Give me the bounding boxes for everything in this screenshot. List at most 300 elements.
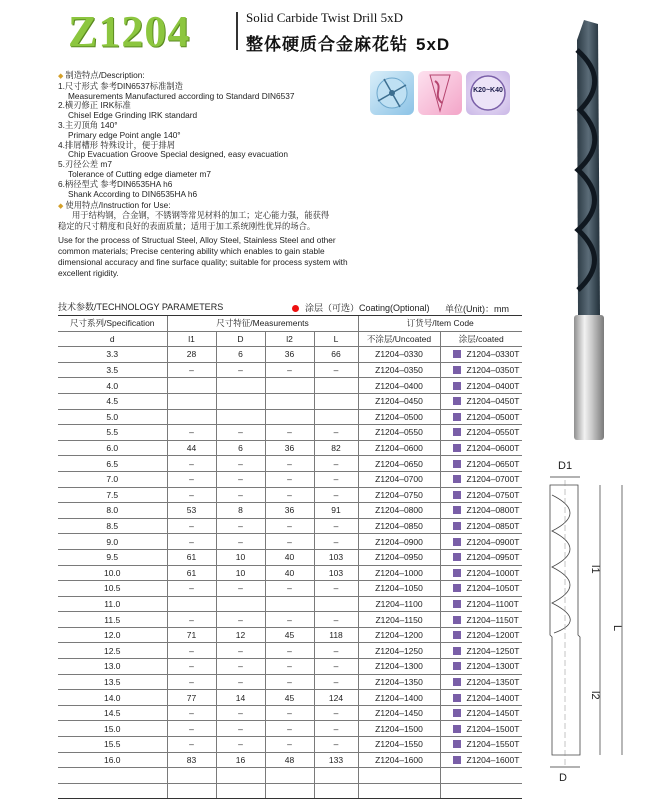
feature-en: Primary edge Point angle 140° bbox=[68, 129, 181, 140]
cell-uncoated: Z1204–1200 bbox=[358, 627, 440, 643]
table-row bbox=[58, 705, 522, 721]
cell-l2: – bbox=[265, 456, 314, 472]
coated-code: Z1204–1500T bbox=[466, 723, 520, 734]
cell-L: 91 bbox=[314, 503, 358, 519]
cell-uncoated: Z1204–0550 bbox=[358, 425, 440, 441]
table-row bbox=[58, 612, 522, 628]
cell-l1: 53 bbox=[167, 503, 216, 519]
feature-en: Chip Evacuation Groove Special designed, easy evacuation bbox=[68, 149, 289, 160]
coated-code: Z1204–1100T bbox=[466, 598, 519, 609]
cell-l2: – bbox=[265, 425, 314, 441]
cell-L: 118 bbox=[314, 627, 358, 643]
cell-l1 bbox=[167, 393, 216, 409]
table-row bbox=[58, 627, 522, 643]
cell-d: 8.5 bbox=[58, 518, 167, 534]
coating-dot-icon bbox=[292, 305, 299, 312]
coated-code: Z1204–0950T bbox=[466, 552, 520, 563]
cell-d: 13.0 bbox=[58, 659, 167, 675]
cell-coated bbox=[440, 518, 522, 534]
title-suffix: 5xD bbox=[416, 35, 451, 54]
flute-icon bbox=[418, 71, 462, 115]
cell-empty bbox=[314, 783, 358, 799]
cell-l2: – bbox=[265, 471, 314, 487]
cell-d: 4.5 bbox=[58, 393, 167, 409]
cell-empty bbox=[358, 783, 440, 799]
cell-l1: 83 bbox=[167, 752, 216, 768]
cell-d: 11.0 bbox=[58, 596, 167, 612]
col-coated: 涂层/coated bbox=[440, 331, 522, 347]
cell-l1: 77 bbox=[167, 690, 216, 706]
usage-cn-line: 用于结构钢，合金钢，不锈钢等常见材料的加工；定心能力强，能获得 bbox=[72, 210, 330, 220]
cell-d: 4.0 bbox=[58, 378, 167, 394]
cell-L: – bbox=[314, 674, 358, 690]
cell-D: – bbox=[216, 518, 265, 534]
cell-D: 12 bbox=[216, 627, 265, 643]
coated-swatch-icon bbox=[453, 413, 461, 421]
features-heading-text: 制造特点/Description: bbox=[65, 70, 145, 80]
cell-uncoated: Z1204–0400 bbox=[358, 378, 440, 394]
coated-swatch-icon bbox=[453, 444, 461, 452]
bullet-icon: ◆ bbox=[58, 203, 64, 211]
cell-empty bbox=[265, 783, 314, 799]
cell-uncoated: Z1204–0600 bbox=[358, 440, 440, 456]
cell-l2: – bbox=[265, 721, 314, 737]
cell-coated bbox=[440, 721, 522, 737]
cell-L: – bbox=[314, 721, 358, 737]
cell-l2: – bbox=[265, 612, 314, 628]
feature-cn: 1.尺寸形式 参考DIN6537标准制造 bbox=[58, 80, 183, 91]
cell-L bbox=[314, 378, 358, 394]
coated-code: Z1204–0350T bbox=[466, 365, 520, 376]
cell-coated bbox=[440, 425, 522, 441]
cell-coated bbox=[440, 393, 522, 409]
cell-coated bbox=[440, 612, 522, 628]
cell-L: 66 bbox=[314, 347, 358, 363]
cell-uncoated: Z1204–0800 bbox=[358, 503, 440, 519]
coated-code: Z1204–1000T bbox=[466, 567, 520, 578]
cell-D: – bbox=[216, 425, 265, 441]
col-D: D bbox=[216, 331, 265, 347]
coated-code: Z1204–1150T bbox=[466, 614, 519, 625]
cell-coated bbox=[440, 690, 522, 706]
coating-legend-text: 涂层（可选）Coating(Optional) bbox=[305, 303, 430, 313]
cell-l1: – bbox=[167, 737, 216, 753]
cell-l1: – bbox=[167, 674, 216, 690]
coated-swatch-icon bbox=[453, 366, 461, 374]
cell-l2: – bbox=[265, 487, 314, 503]
unit-label: 单位(Unit)：mm bbox=[445, 304, 509, 314]
cell-coated bbox=[440, 503, 522, 519]
cell-empty bbox=[216, 783, 265, 799]
label-L: L bbox=[611, 625, 623, 632]
cell-d: 12.5 bbox=[58, 643, 167, 659]
cell-l1: – bbox=[167, 659, 216, 675]
cell-L: – bbox=[314, 471, 358, 487]
table-row bbox=[58, 721, 522, 737]
cell-uncoated: Z1204–1150 bbox=[358, 612, 440, 628]
cell-uncoated: Z1204–0750 bbox=[358, 487, 440, 503]
coated-code: Z1204–0550T bbox=[466, 427, 520, 438]
grade-label: K20~K40 bbox=[473, 87, 503, 94]
cell-l2 bbox=[265, 596, 314, 612]
cell-coated bbox=[440, 409, 522, 425]
table-row bbox=[58, 565, 522, 581]
cell-uncoated: Z1204–0350 bbox=[358, 362, 440, 378]
table-row bbox=[58, 425, 522, 441]
bullet-icon: ◆ bbox=[58, 73, 64, 80]
table-row bbox=[58, 659, 522, 675]
cell-l2: – bbox=[265, 705, 314, 721]
header-specification: 尺寸系列/Specification bbox=[58, 316, 167, 332]
cell-l2: 40 bbox=[265, 549, 314, 565]
feature-item bbox=[58, 101, 358, 121]
coated-swatch-icon bbox=[453, 506, 461, 514]
coated-swatch-icon bbox=[453, 756, 461, 764]
table-row bbox=[58, 440, 522, 456]
tech-heading: 技术参数/TECHNOLOGY PARAMETERS bbox=[58, 302, 224, 312]
cell-uncoated: Z1204–1400 bbox=[358, 690, 440, 706]
cell-l1: – bbox=[167, 612, 216, 628]
cell-d: 9.0 bbox=[58, 534, 167, 550]
product-title-en: Solid Carbide Twist Drill 5xD bbox=[246, 10, 404, 25]
cell-coated bbox=[440, 456, 522, 472]
table-row bbox=[58, 393, 522, 409]
cell-coated bbox=[440, 362, 522, 378]
cell-uncoated: Z1204–1000 bbox=[358, 565, 440, 581]
cell-coated bbox=[440, 534, 522, 550]
coated-code: Z1204–1450T bbox=[466, 708, 520, 719]
cell-d: 7.0 bbox=[58, 471, 167, 487]
cell-d: 12.0 bbox=[58, 627, 167, 643]
coated-code: Z1204–0900T bbox=[466, 536, 520, 547]
cell-D: – bbox=[216, 612, 265, 628]
table-row bbox=[58, 534, 522, 550]
label-l1: l1 bbox=[589, 565, 601, 574]
cell-L: – bbox=[314, 737, 358, 753]
cell-l2: 36 bbox=[265, 347, 314, 363]
coated-swatch-icon bbox=[453, 569, 461, 577]
cell-L: – bbox=[314, 581, 358, 597]
cell-D: 16 bbox=[216, 752, 265, 768]
coated-swatch-icon bbox=[453, 491, 461, 499]
cell-uncoated: Z1204–0900 bbox=[358, 534, 440, 550]
cell-coated bbox=[440, 737, 522, 753]
coated-swatch-icon bbox=[453, 662, 461, 670]
coated-code: Z1204–0330T bbox=[466, 349, 520, 360]
cell-L: – bbox=[314, 659, 358, 675]
cell-l2: 45 bbox=[265, 690, 314, 706]
col-d: d bbox=[58, 331, 167, 347]
cell-coated bbox=[440, 705, 522, 721]
product-title-cn bbox=[246, 30, 450, 55]
coated-swatch-icon bbox=[453, 522, 461, 530]
cell-l2: 48 bbox=[265, 752, 314, 768]
cell-L: – bbox=[314, 518, 358, 534]
cell-l1: 71 bbox=[167, 627, 216, 643]
cell-d: 14.5 bbox=[58, 705, 167, 721]
feature-cn: 4.排屑槽形 特殊设计，便于排屑 bbox=[58, 139, 176, 150]
coated-swatch-icon bbox=[453, 631, 461, 639]
coated-code: Z1204–1200T bbox=[466, 630, 520, 641]
title-divider bbox=[236, 12, 238, 50]
cell-l2 bbox=[265, 409, 314, 425]
cell-D bbox=[216, 393, 265, 409]
cell-D: 14 bbox=[216, 690, 265, 706]
cell-d: 16.0 bbox=[58, 752, 167, 768]
cell-uncoated: Z1204–0500 bbox=[358, 409, 440, 425]
col-L: L bbox=[314, 331, 358, 347]
feature-en: Chisel Edge Grinding IRK standard bbox=[68, 110, 198, 121]
cell-l2: 40 bbox=[265, 565, 314, 581]
cell-coated bbox=[440, 347, 522, 363]
cell-D: 10 bbox=[216, 565, 265, 581]
cell-uncoated: Z1204–0950 bbox=[358, 549, 440, 565]
title-cn-text: 整体硬质合金麻花钻 bbox=[246, 35, 408, 54]
table-row bbox=[58, 409, 522, 425]
cell-L: – bbox=[314, 705, 358, 721]
cell-uncoated: Z1204–1050 bbox=[358, 581, 440, 597]
cell-L: 103 bbox=[314, 565, 358, 581]
coated-code: Z1204–0750T bbox=[466, 489, 520, 500]
coated-swatch-icon bbox=[453, 694, 461, 702]
coated-code: Z1204–0450T bbox=[466, 396, 520, 407]
drill-flute-lines bbox=[552, 495, 570, 633]
cell-D: – bbox=[216, 471, 265, 487]
spec-table bbox=[58, 315, 522, 799]
cell-L: 103 bbox=[314, 549, 358, 565]
feature-en: Tolerance of Cutting edge diameter m7 bbox=[68, 168, 211, 179]
table-row bbox=[58, 752, 522, 768]
point-angle-icon bbox=[370, 71, 414, 115]
cell-d: 5.5 bbox=[58, 425, 167, 441]
coated-code: Z1204–0700T bbox=[466, 474, 520, 485]
cell-uncoated: Z1204–1550 bbox=[358, 737, 440, 753]
feature-item bbox=[58, 180, 358, 200]
cell-D: – bbox=[216, 487, 265, 503]
coated-swatch-icon bbox=[453, 397, 461, 405]
cell-l1: 61 bbox=[167, 565, 216, 581]
cell-coated bbox=[440, 752, 522, 768]
cell-L: – bbox=[314, 425, 358, 441]
cell-l1: – bbox=[167, 456, 216, 472]
usage-heading-text: 使用特点/Instruction for Use: bbox=[65, 200, 171, 211]
table-row bbox=[58, 456, 522, 472]
cell-d: 13.5 bbox=[58, 674, 167, 690]
coated-swatch-icon bbox=[453, 678, 461, 686]
coated-code: Z1204–1250T bbox=[466, 645, 520, 656]
table-row bbox=[58, 549, 522, 565]
cell-D bbox=[216, 596, 265, 612]
coated-swatch-icon bbox=[453, 350, 461, 358]
cell-l1 bbox=[167, 596, 216, 612]
cell-l1: – bbox=[167, 643, 216, 659]
drill-photo bbox=[560, 10, 620, 440]
feature-en: Measurements Manufactured according to Standard DIN6537 bbox=[68, 90, 295, 101]
cell-l1: – bbox=[167, 362, 216, 378]
spec-table-body bbox=[58, 347, 522, 799]
cell-d: 10.5 bbox=[58, 581, 167, 597]
cell-empty bbox=[440, 783, 522, 799]
feature-item bbox=[58, 160, 358, 180]
cell-L: – bbox=[314, 643, 358, 659]
grade-icon bbox=[466, 71, 510, 115]
cell-l2: – bbox=[265, 643, 314, 659]
cell-L bbox=[314, 393, 358, 409]
cell-D bbox=[216, 378, 265, 394]
col-uncoated: 不涂层/Uncoated bbox=[358, 331, 440, 347]
table-row bbox=[58, 581, 522, 597]
coated-swatch-icon bbox=[453, 428, 461, 436]
header-item-code: 订货号/Item Code bbox=[358, 316, 522, 332]
coated-code: Z1204–1300T bbox=[466, 661, 520, 672]
table-group-header bbox=[58, 316, 522, 332]
cell-l1: – bbox=[167, 534, 216, 550]
table-row bbox=[58, 378, 522, 394]
cell-L: 133 bbox=[314, 752, 358, 768]
cell-coated bbox=[440, 643, 522, 659]
usage-cn-line: 稳定的尺寸精度和良好的表面质量；适用于加工系统刚性优异的场合。 bbox=[58, 221, 316, 231]
cell-d: 5.0 bbox=[58, 409, 167, 425]
cell-D: 6 bbox=[216, 440, 265, 456]
cell-D bbox=[216, 409, 265, 425]
cell-D: – bbox=[216, 721, 265, 737]
table-row bbox=[58, 643, 522, 659]
coated-code: Z1204–1350T bbox=[466, 676, 520, 687]
header-measurements: 尺寸特征/Measurements bbox=[167, 316, 358, 332]
cell-l2: 36 bbox=[265, 503, 314, 519]
coated-swatch-icon bbox=[453, 709, 461, 717]
cell-empty bbox=[358, 768, 440, 784]
cell-empty bbox=[265, 768, 314, 784]
cell-D: – bbox=[216, 705, 265, 721]
cell-l2: – bbox=[265, 581, 314, 597]
table-row-empty bbox=[58, 783, 522, 799]
table-row bbox=[58, 674, 522, 690]
cell-d: 3.5 bbox=[58, 362, 167, 378]
table-row bbox=[58, 503, 522, 519]
cell-l1: – bbox=[167, 721, 216, 737]
cell-coated bbox=[440, 596, 522, 612]
cell-D: 8 bbox=[216, 503, 265, 519]
cell-uncoated: Z1204–1450 bbox=[358, 705, 440, 721]
cell-empty bbox=[314, 768, 358, 784]
table-row bbox=[58, 518, 522, 534]
cell-coated bbox=[440, 627, 522, 643]
cell-empty bbox=[216, 768, 265, 784]
cell-uncoated: Z1204–1600 bbox=[358, 752, 440, 768]
cell-d: 10.0 bbox=[58, 565, 167, 581]
cell-D: 10 bbox=[216, 549, 265, 565]
coated-code: Z1204–0600T bbox=[466, 443, 520, 454]
cell-uncoated: Z1204–1250 bbox=[358, 643, 440, 659]
cell-l2: 45 bbox=[265, 627, 314, 643]
cell-l2: – bbox=[265, 674, 314, 690]
table-row bbox=[58, 362, 522, 378]
cell-l1: – bbox=[167, 487, 216, 503]
dimension-drawing bbox=[530, 455, 650, 785]
cell-l2: – bbox=[265, 659, 314, 675]
cell-l1 bbox=[167, 409, 216, 425]
cell-D: – bbox=[216, 534, 265, 550]
coated-code: Z1204–1600T bbox=[466, 754, 520, 765]
cell-uncoated: Z1204–0850 bbox=[358, 518, 440, 534]
label-D1: D1 bbox=[558, 460, 573, 472]
cell-d: 15.0 bbox=[58, 721, 167, 737]
table-row bbox=[58, 347, 522, 363]
cell-uncoated: Z1204–0700 bbox=[358, 471, 440, 487]
coated-swatch-icon bbox=[453, 460, 461, 468]
cell-l2 bbox=[265, 378, 314, 394]
coated-code: Z1204–0500T bbox=[466, 411, 520, 422]
table-row bbox=[58, 737, 522, 753]
cell-uncoated: Z1204–1500 bbox=[358, 721, 440, 737]
usage-cn bbox=[58, 210, 358, 232]
cell-d: 14.0 bbox=[58, 690, 167, 706]
coated-swatch-icon bbox=[453, 740, 461, 748]
cell-D: – bbox=[216, 737, 265, 753]
cell-empty bbox=[167, 783, 216, 799]
coated-swatch-icon bbox=[453, 538, 461, 546]
feature-cn: 5.刃径公差 m7 bbox=[58, 159, 112, 170]
cell-l1: – bbox=[167, 705, 216, 721]
product-code: Z1204 bbox=[68, 7, 191, 56]
col-l1: l1 bbox=[167, 331, 216, 347]
cell-coated bbox=[440, 581, 522, 597]
cell-coated bbox=[440, 674, 522, 690]
cell-l1: – bbox=[167, 518, 216, 534]
cell-uncoated: Z1204–0450 bbox=[358, 393, 440, 409]
cell-d: 11.5 bbox=[58, 612, 167, 628]
cell-l1: – bbox=[167, 581, 216, 597]
coated-swatch-icon bbox=[453, 616, 461, 624]
cell-coated bbox=[440, 378, 522, 394]
coated-code: Z1204–0650T bbox=[466, 458, 520, 469]
cell-l2: – bbox=[265, 534, 314, 550]
cell-d: 6.5 bbox=[58, 456, 167, 472]
cell-empty bbox=[58, 768, 167, 784]
cell-l2: – bbox=[265, 737, 314, 753]
coated-code: Z1204–1550T bbox=[466, 739, 520, 750]
coated-swatch-icon bbox=[453, 382, 461, 390]
feature-cn: 6.柄径型式 参考DIN6535HA h6 bbox=[58, 178, 173, 189]
feature-icons bbox=[370, 71, 510, 123]
cell-l1 bbox=[167, 378, 216, 394]
cell-D: – bbox=[216, 674, 265, 690]
feature-item bbox=[58, 121, 358, 141]
label-D: D bbox=[559, 772, 567, 784]
cell-d: 3.3 bbox=[58, 347, 167, 363]
table-column-header bbox=[58, 331, 522, 347]
coated-code: Z1204–1050T bbox=[466, 583, 520, 594]
cell-l2: – bbox=[265, 362, 314, 378]
cell-D: – bbox=[216, 643, 265, 659]
coated-swatch-icon bbox=[453, 600, 461, 608]
cell-L: – bbox=[314, 534, 358, 550]
cell-coated bbox=[440, 487, 522, 503]
cell-L: 82 bbox=[314, 440, 358, 456]
table-row bbox=[58, 690, 522, 706]
cell-L bbox=[314, 596, 358, 612]
coated-swatch-icon bbox=[453, 584, 461, 592]
cell-l1: – bbox=[167, 425, 216, 441]
coated-code: Z1204–0800T bbox=[466, 505, 520, 516]
usage-en: Use for the process of Structual Steel, Alloy Steel, Stainless Steel and other common materials; Precise centering ability which enables to gain stable dimensional accuracy and fine surface quality; suitable for process system with excellent rigidity. bbox=[58, 235, 348, 278]
coating-legend bbox=[292, 301, 430, 314]
label-l2: l2 bbox=[589, 691, 601, 700]
cell-l1: – bbox=[167, 471, 216, 487]
feature-cn: 3.主刃顶角 140° bbox=[58, 119, 118, 130]
coated-code: Z1204–1400T bbox=[466, 692, 520, 703]
